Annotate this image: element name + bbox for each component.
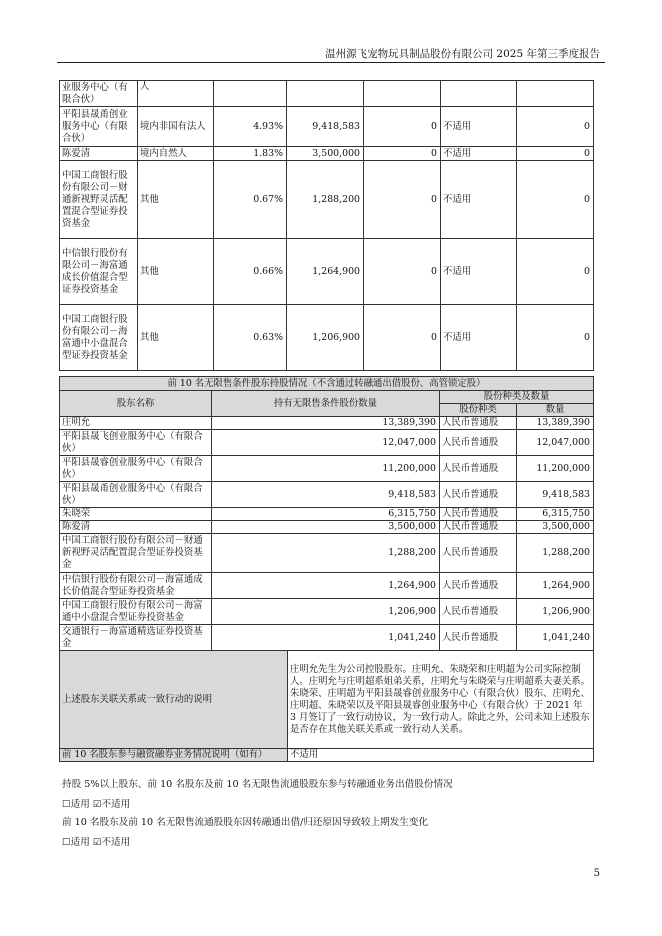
holder-name: 中国工商银行股份有限公司－财通新视野灵活配置混合型证券投资基金 xyxy=(60,161,138,239)
unrestricted-shares: 12,047,000 xyxy=(212,430,440,456)
holder-name: 中信银行股份有限公司－海富通成长价值混合型证券投资基金 xyxy=(60,239,138,305)
holder-name: 平阳县晟甬创业服务中心（有限合伙） xyxy=(60,107,138,147)
share-qty: 6,315,750 xyxy=(517,508,594,521)
share-type: 人民币普通股 xyxy=(440,599,517,625)
table-row xyxy=(60,430,594,456)
table-row xyxy=(60,107,594,147)
table-row xyxy=(60,573,594,599)
restricted-shares: 0 xyxy=(364,239,441,305)
pledge-qty: 0 xyxy=(517,161,594,239)
table-row xyxy=(60,599,594,625)
restricted-shares: 0 xyxy=(364,161,441,239)
unrestricted-shares: 13,389,390 xyxy=(212,417,440,430)
relation-label: 上述股东关联关系或一致行动的说明 xyxy=(60,651,288,749)
holding-pct: 0.67% xyxy=(214,161,287,239)
table-row xyxy=(60,508,594,521)
section-title-row xyxy=(60,377,594,391)
holder-name: 交通银行－海富通精选证券投资基金 xyxy=(60,625,212,651)
change-options: ☐适用 ☑不适用 xyxy=(62,837,131,848)
share-qty: 1,206,900 xyxy=(517,599,594,625)
holding-shares: 1,206,900 xyxy=(287,305,364,371)
unrestricted-shares: 1,264,900 xyxy=(212,573,440,599)
report-header-title: 温州源飞宠物玩具制品股份有限公司 2025 年第三季度报告 xyxy=(325,48,600,60)
share-qty: 12,047,000 xyxy=(517,430,594,456)
restricted-shares: 0 xyxy=(364,305,441,371)
table-row xyxy=(60,482,594,508)
holding-shares: 3,500,000 xyxy=(287,147,364,161)
unrestricted-shareholders-table xyxy=(59,376,594,762)
unrestricted-shares: 11,200,000 xyxy=(212,456,440,482)
pledge-status xyxy=(441,81,517,107)
table-row xyxy=(60,417,594,430)
share-type: 人民币普通股 xyxy=(440,456,517,482)
change-title: 前 10 名股东及前 10 名无限售流通股股东因转融通出借/归还原因导致较上期发生变化 xyxy=(62,817,429,828)
holder-name: 平阳县晟甬创业服务中心（有限合伙） xyxy=(60,482,212,508)
share-qty: 1,288,200 xyxy=(517,534,594,573)
pledge-qty: 0 xyxy=(517,239,594,305)
pledge-status: 不适用 xyxy=(441,305,517,371)
holding-pct: 4.93% xyxy=(214,107,287,147)
pledge-qty: 0 xyxy=(517,147,594,161)
pledge-status: 不适用 xyxy=(441,239,517,305)
pledge-status: 不适用 xyxy=(441,107,517,147)
col-header-shares: 持有无限售条件股份数量 xyxy=(212,391,440,417)
share-qty: 11,200,000 xyxy=(517,456,594,482)
header-row xyxy=(60,391,594,404)
holding-pct: 0.63% xyxy=(214,305,287,371)
margin-trading-label: 前 10 名股东参与融资融券业务情况说明（如有） xyxy=(60,749,288,762)
header-rule xyxy=(57,62,605,63)
share-qty: 1,264,900 xyxy=(517,573,594,599)
table-row xyxy=(60,81,594,107)
pledge-qty: 0 xyxy=(517,305,594,371)
pledge-status: 不适用 xyxy=(441,161,517,239)
holder-name: 业服务中心（有限合伙） xyxy=(60,81,138,107)
restricted-shares: 0 xyxy=(364,107,441,147)
holder-nature: 境内非国有法人 xyxy=(138,107,214,147)
pledge-qty: 0 xyxy=(517,107,594,147)
holder-name: 平阳县晟睿创业服务中心（有限合伙） xyxy=(60,456,212,482)
share-type: 人民币普通股 xyxy=(440,482,517,508)
holder-name: 中信银行股份有限公司－海富通成长价值混合型证券投资基金 xyxy=(60,573,212,599)
share-type: 人民币普通股 xyxy=(440,534,517,573)
holder-nature: 境内自然人 xyxy=(138,147,214,161)
share-qty: 13,389,390 xyxy=(517,417,594,430)
table-row xyxy=(60,239,594,305)
pledge-qty xyxy=(517,81,594,107)
restricted-shares: 0 xyxy=(364,147,441,161)
holder-name: 庄明允 xyxy=(60,417,212,430)
holder-name: 陈爱清 xyxy=(60,521,212,534)
lending-options: ☐适用 ☑不适用 xyxy=(62,799,131,810)
holding-shares: 1,288,200 xyxy=(287,161,364,239)
top-shareholders-table xyxy=(59,80,594,371)
share-type: 人民币普通股 xyxy=(440,430,517,456)
share-type: 人民币普通股 xyxy=(440,625,517,651)
unrestricted-shares: 6,315,750 xyxy=(212,508,440,521)
share-qty: 1,041,240 xyxy=(517,625,594,651)
holding-pct: 1.83% xyxy=(214,147,287,161)
holder-nature: 其他 xyxy=(138,239,214,305)
holder-name: 中国工商银行股份有限公司－财通新视野灵活配置混合型证券投资基金 xyxy=(60,534,212,573)
holder-name: 中国工商银行股份有限公司－海富通中小盘混合型证券投资基金 xyxy=(60,305,138,371)
relation-row xyxy=(60,651,594,749)
share-qty: 9,418,583 xyxy=(517,482,594,508)
holder-name: 朱晓荣 xyxy=(60,508,212,521)
unrestricted-shares: 1,041,240 xyxy=(212,625,440,651)
section-title: 前 10 名无限售条件股东持股情况（不含通过转融通出借股份、高管锁定股） xyxy=(60,377,594,391)
share-type: 人民币普通股 xyxy=(440,417,517,430)
holder-name: 平阳县晟飞创业服务中心（有限合伙） xyxy=(60,430,212,456)
holder-nature: 其他 xyxy=(138,305,214,371)
unrestricted-shares: 1,288,200 xyxy=(212,534,440,573)
holding-shares xyxy=(287,81,364,107)
table-row xyxy=(60,625,594,651)
holding-shares: 1,264,900 xyxy=(287,239,364,305)
col-header-type-group: 股份种类及数量 xyxy=(440,391,594,404)
table-row xyxy=(60,456,594,482)
holding-pct xyxy=(214,81,287,107)
pledge-status: 不适用 xyxy=(441,147,517,161)
unrestricted-shares: 3,500,000 xyxy=(212,521,440,534)
share-type: 人民币普通股 xyxy=(440,508,517,521)
holding-pct: 0.66% xyxy=(214,239,287,305)
table-row xyxy=(60,521,594,534)
table-row xyxy=(60,161,594,239)
col-header-qty: 数量 xyxy=(517,404,594,417)
table-row xyxy=(60,305,594,371)
holder-name: 陈爱清 xyxy=(60,147,138,161)
table-row xyxy=(60,147,594,161)
holder-nature: 其他 xyxy=(138,161,214,239)
unrestricted-shares: 1,206,900 xyxy=(212,599,440,625)
share-qty: 3,500,000 xyxy=(517,521,594,534)
table-row xyxy=(60,534,594,573)
col-header-type: 股份种类 xyxy=(440,404,517,417)
holder-name: 中国工商银行股份有限公司－海富通中小盘混合型证券投资基金 xyxy=(60,599,212,625)
share-type: 人民币普通股 xyxy=(440,521,517,534)
lending-title: 持股 5%以上股东、前 10 名股东及前 10 名无限售流通股股东参与转融通业务出借股份情况 xyxy=(62,779,453,790)
restricted-shares xyxy=(364,81,441,107)
page-number: 5 xyxy=(593,868,600,879)
holder-nature: 人 xyxy=(138,81,214,107)
unrestricted-shares: 9,418,583 xyxy=(212,482,440,508)
holding-shares: 9,418,583 xyxy=(287,107,364,147)
margin-trading-value: 不适用 xyxy=(288,749,594,762)
margin-row xyxy=(60,749,594,762)
col-header-name: 股东名称 xyxy=(60,391,212,417)
relation-description: 庄明允先生为公司控股股东。庄明允、朱晓荣和庄明超为公司实际控制人。庄明允与庄明超系姐弟关系，庄明允与朱晓荣与庄明超系夫妻关系。朱晓荣、庄明超为平阳县晟睿创业服务中心（有限合伙）股东、庄明允、庄明超、朱晓荣以及平阳县晟睿创业服务中心（有限合伙）于 2021 年 3 月签订了一致行动协议，为一致行动人。除此之外，公司未知上述股东是否存在其他关联关系或一致行动人关系。 xyxy=(288,651,594,749)
share-type: 人民币普通股 xyxy=(440,573,517,599)
